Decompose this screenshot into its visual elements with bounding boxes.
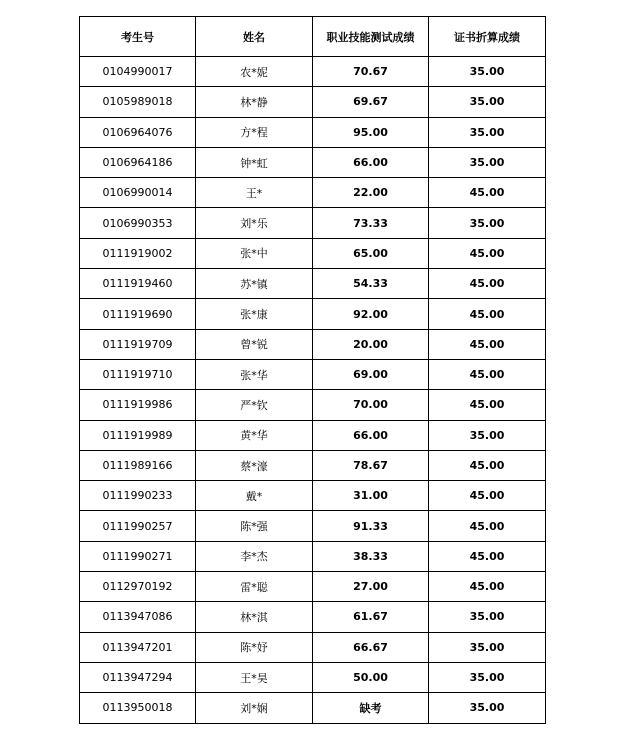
cert-score-cell: 45.00 <box>429 511 546 541</box>
cert-score-cell: 35.00 <box>429 632 546 662</box>
table-row <box>80 541 546 571</box>
table-row <box>80 572 546 602</box>
student-name-cell: 苏*镇 <box>196 269 313 299</box>
table-row <box>80 481 546 511</box>
exam-id-cell: 0105989018 <box>80 87 196 117</box>
student-name-cell: 蔡*濠 <box>196 450 313 480</box>
exam-id-cell: 0111919986 <box>80 390 196 420</box>
table-row <box>80 450 546 480</box>
student-name-cell: 曾*锐 <box>196 329 313 359</box>
exam-id-cell: 0111919460 <box>80 269 196 299</box>
table-body <box>80 57 546 724</box>
table-row <box>80 359 546 389</box>
student-name-cell: 黄*华 <box>196 420 313 450</box>
exam-id-cell: 0111919690 <box>80 299 196 329</box>
student-name-cell: 钟*虹 <box>196 147 313 177</box>
skill-score-cell: 69.67 <box>313 87 429 117</box>
cert-score-cell: 45.00 <box>429 481 546 511</box>
exam-id-cell: 0106990353 <box>80 208 196 238</box>
cert-score-cell: 35.00 <box>429 87 546 117</box>
table-row <box>80 57 546 87</box>
student-name-cell: 刘*乐 <box>196 208 313 238</box>
student-name-cell: 陈*妤 <box>196 632 313 662</box>
cert-score-cell: 35.00 <box>429 117 546 147</box>
exam-id-cell: 0113950018 <box>80 693 196 723</box>
header-name: 姓名 <box>196 17 313 57</box>
skill-score-cell: 66.67 <box>313 632 429 662</box>
cert-score-cell: 45.00 <box>429 390 546 420</box>
table-row <box>80 117 546 147</box>
table-row <box>80 238 546 268</box>
skill-score-cell: 65.00 <box>313 238 429 268</box>
cert-score-cell: 35.00 <box>429 420 546 450</box>
exam-id-cell: 0106964186 <box>80 147 196 177</box>
cert-score-cell: 45.00 <box>429 359 546 389</box>
skill-score-cell: 73.33 <box>313 208 429 238</box>
table-row <box>80 208 546 238</box>
skill-score-cell: 22.00 <box>313 178 429 208</box>
table-row <box>80 693 546 723</box>
student-name-cell: 陈*强 <box>196 511 313 541</box>
student-name-cell: 林*静 <box>196 87 313 117</box>
student-name-cell: 农*妮 <box>196 57 313 87</box>
exam-id-cell: 0113947201 <box>80 632 196 662</box>
header-exam-id: 考生号 <box>80 17 196 57</box>
exam-id-cell: 0111919989 <box>80 420 196 450</box>
table-row <box>80 329 546 359</box>
exam-id-cell: 0106964076 <box>80 117 196 147</box>
skill-score-cell: 缺考 <box>313 693 429 723</box>
header-cert-score: 证书折算成绩 <box>429 17 546 57</box>
cert-score-cell: 45.00 <box>429 269 546 299</box>
student-name-cell: 王* <box>196 178 313 208</box>
student-name-cell: 雷*聪 <box>196 572 313 602</box>
cert-score-cell: 45.00 <box>429 450 546 480</box>
skill-score-cell: 50.00 <box>313 662 429 692</box>
student-name-cell: 张*华 <box>196 359 313 389</box>
skill-score-cell: 91.33 <box>313 511 429 541</box>
cert-score-cell: 35.00 <box>429 208 546 238</box>
skill-score-cell: 20.00 <box>313 329 429 359</box>
exam-id-cell: 0112970192 <box>80 572 196 602</box>
header-skill-score: 职业技能测试成绩 <box>313 17 429 57</box>
student-name-cell: 严*钦 <box>196 390 313 420</box>
cert-score-cell: 45.00 <box>429 299 546 329</box>
skill-score-cell: 66.00 <box>313 147 429 177</box>
exam-id-cell: 0104990017 <box>80 57 196 87</box>
student-name-cell: 张*康 <box>196 299 313 329</box>
table-row <box>80 511 546 541</box>
header-row <box>80 17 546 57</box>
exam-id-cell: 0106990014 <box>80 178 196 208</box>
table-row <box>80 299 546 329</box>
skill-score-cell: 78.67 <box>313 450 429 480</box>
exam-id-cell: 0111919710 <box>80 359 196 389</box>
student-name-cell: 林*淇 <box>196 602 313 632</box>
score-table <box>79 16 546 724</box>
exam-id-cell: 0113947086 <box>80 602 196 632</box>
cert-score-cell: 35.00 <box>429 57 546 87</box>
table-header <box>80 17 546 57</box>
skill-score-cell: 54.33 <box>313 269 429 299</box>
student-name-cell: 戴* <box>196 481 313 511</box>
student-name-cell: 方*程 <box>196 117 313 147</box>
exam-id-cell: 0111919002 <box>80 238 196 268</box>
exam-id-cell: 0111919709 <box>80 329 196 359</box>
exam-id-cell: 0111989166 <box>80 450 196 480</box>
table-row <box>80 269 546 299</box>
skill-score-cell: 38.33 <box>313 541 429 571</box>
table-row <box>80 390 546 420</box>
exam-id-cell: 0113947294 <box>80 662 196 692</box>
cert-score-cell: 45.00 <box>429 329 546 359</box>
table-row <box>80 662 546 692</box>
skill-score-cell: 92.00 <box>313 299 429 329</box>
table-row <box>80 178 546 208</box>
table-row <box>80 602 546 632</box>
cert-score-cell: 45.00 <box>429 238 546 268</box>
table-row <box>80 147 546 177</box>
cert-score-cell: 45.00 <box>429 541 546 571</box>
student-name-cell: 李*杰 <box>196 541 313 571</box>
exam-id-cell: 0111990271 <box>80 541 196 571</box>
skill-score-cell: 61.67 <box>313 602 429 632</box>
skill-score-cell: 70.00 <box>313 390 429 420</box>
cert-score-cell: 35.00 <box>429 602 546 632</box>
skill-score-cell: 70.67 <box>313 57 429 87</box>
student-name-cell: 张*中 <box>196 238 313 268</box>
skill-score-cell: 95.00 <box>313 117 429 147</box>
cert-score-cell: 35.00 <box>429 147 546 177</box>
exam-id-cell: 0111990233 <box>80 481 196 511</box>
skill-score-cell: 69.00 <box>313 359 429 389</box>
exam-id-cell: 0111990257 <box>80 511 196 541</box>
cert-score-cell: 45.00 <box>429 572 546 602</box>
cert-score-cell: 35.00 <box>429 662 546 692</box>
table-row <box>80 420 546 450</box>
cert-score-cell: 35.00 <box>429 693 546 723</box>
student-name-cell: 王*昊 <box>196 662 313 692</box>
student-name-cell: 刘*娴 <box>196 693 313 723</box>
table-row <box>80 632 546 662</box>
skill-score-cell: 27.00 <box>313 572 429 602</box>
skill-score-cell: 66.00 <box>313 420 429 450</box>
cert-score-cell: 45.00 <box>429 178 546 208</box>
table-row <box>80 87 546 117</box>
skill-score-cell: 31.00 <box>313 481 429 511</box>
